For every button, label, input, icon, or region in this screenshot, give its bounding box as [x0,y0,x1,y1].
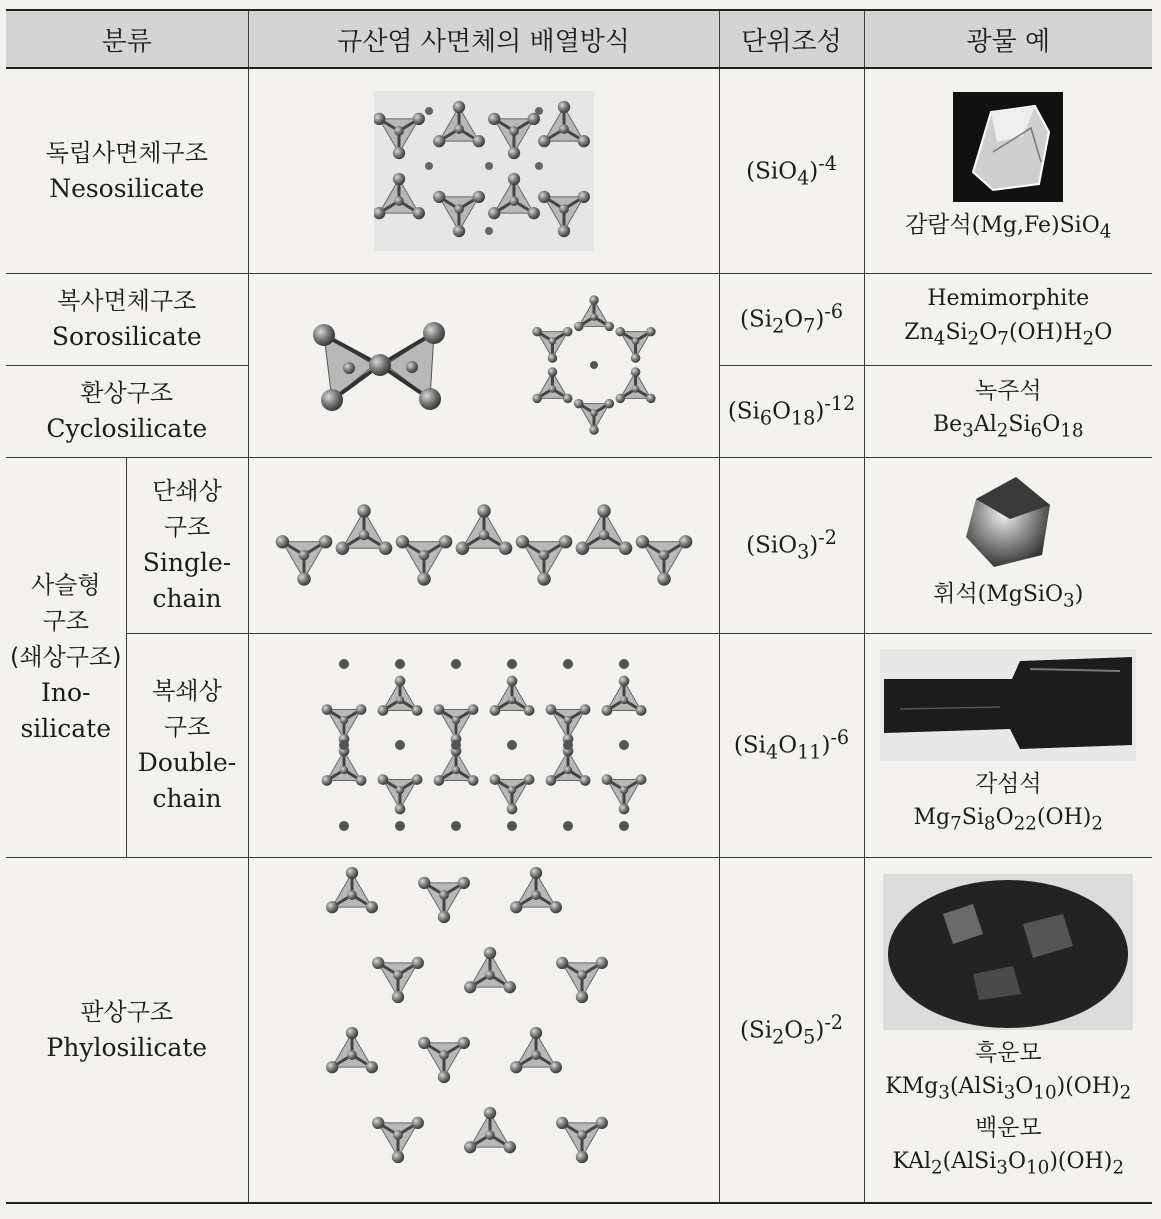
class-kor: 복사면체구조 [57,287,197,315]
class-cell-cyclo [6,365,248,457]
double-chain-tetrahedra [321,659,646,831]
double-tetrahedra [313,322,445,411]
class-eng: Nesosilicate [49,173,205,203]
class-kor: 판상구조 [80,997,174,1026]
pyroxene-photo [958,471,1058,571]
subclass-single-chain [126,457,248,633]
row-sorosilicate [6,273,1152,365]
header-arrangement: 규산염 사면체의 배열방식 [248,10,719,68]
soro-cyclo-diagram [304,285,664,445]
class-eng: silicate [20,714,112,743]
class-kor: 구조 [42,607,89,635]
mineral-amphibole-formula: $Mg_7Si_8O_{22}(OH)_2$ [913,804,1104,835]
header-classification: 분류 [6,10,248,68]
single-chain-tetrahedra [275,504,692,585]
mineral-single [864,457,1152,633]
subclass-eng: chain [152,584,222,613]
subclass-kor: 단쇄상 [152,477,222,505]
row-phylosilicate [6,857,1152,1203]
mineral-beryl: 녹주석 [974,377,1042,404]
mineral-hemimorphite-formula: $Zn_4Si_2O_7(OH)H_2O$ [904,319,1113,350]
class-cell-phylo [6,857,248,1203]
sheet-diagram-cell [248,857,719,1203]
mineral-cyclo [864,365,1152,457]
subclass-eng: Double- [137,748,237,777]
mineral-amphibole: 각섬석 [974,770,1042,797]
mineral-double [864,633,1152,857]
class-kor: 독립사면체구조 [45,138,208,167]
sheet-tetrahedra [326,867,608,1163]
sheet-diagram [324,865,644,1195]
mineral-olivine: 감람석(Mg,Fe)SiO$_4$ [905,212,1112,243]
mineral-pyroxene: 휘석(MgSiO$_3$) [933,581,1084,612]
row-double-chain [6,633,1152,857]
subclass-kor: 구조 [163,513,211,541]
formula-phylo: $(Si_2O_5)^{-2}$ [719,857,864,1203]
double-chain-diagram [319,650,649,840]
amphibole-photo [880,649,1136,761]
olivine-photo [953,92,1063,202]
class-cell-ino [6,457,126,857]
subclass-kor: 구조 [163,713,211,741]
class-cell-soro [6,273,248,365]
subclass-double-chain [126,633,248,857]
class-eng: Sorosilicate [51,322,202,351]
class-kor: 환상구조 [80,379,174,407]
class-eng: Ino- [41,678,91,707]
subclass-kor: 복쇄상 [152,677,222,705]
soro-cyclo-diagram-cell [248,273,719,457]
single-chain-diagram [269,480,699,610]
subclass-eng: Single- [142,548,232,577]
header-mineral-examples: 광물 예 [864,10,1152,68]
class-kor: 사슬형 [30,571,101,599]
formula-double: $(Si_4O_{11})^{-6}$ [719,633,864,857]
silicate-classification-table [6,9,1152,1204]
mineral-biotite-formula: $KMg_3(AlSi_3O_{10})(OH)_2$ [885,1074,1132,1104]
class-kor: (쇄상구조) [10,643,122,671]
class-eng: Cyclosilicate [46,414,208,443]
formula-cyclo: $(Si_6O_{18})^{-12}$ [719,365,864,457]
mineral-beryl-formula: $Be_3Al_2Si_6O_{18}$ [932,411,1084,442]
neso-diagram-cell [248,68,719,273]
mica-photo [883,874,1133,1030]
single-chain-diagram-cell [248,457,719,633]
formula-soro: $(Si_2O_7)^{-6}$ [719,273,864,365]
isolated-tetrahedra [374,101,590,237]
subclass-eng: chain [152,784,222,813]
mineral-hemimorphite: Hemimorphite [927,285,1090,311]
mineral-phylo [864,857,1152,1203]
class-cell-neso [6,68,248,273]
mineral-muscovite: 백운모 [974,1114,1042,1141]
double-chain-diagram-cell [248,633,719,857]
formula-neso: $(SiO_4)^{-4}$ [719,68,864,273]
row-single-chain [6,457,1152,633]
mineral-soro [864,273,1152,365]
ring-tetrahedra [532,295,655,435]
mineral-neso [864,68,1152,273]
class-eng: Phylosilicate [46,1032,208,1062]
row-nesosilicate [6,68,1152,273]
formula-single: $(SiO_3)^{-2}$ [719,457,864,633]
mineral-biotite: 흑운모 [974,1040,1042,1067]
mineral-muscovite-formula: $KAl_2(AlSi_3O_{10})(OH)_2$ [892,1148,1124,1179]
header-unit-composition: 단위조성 [719,10,864,68]
nesosilicate-diagram [374,91,594,251]
